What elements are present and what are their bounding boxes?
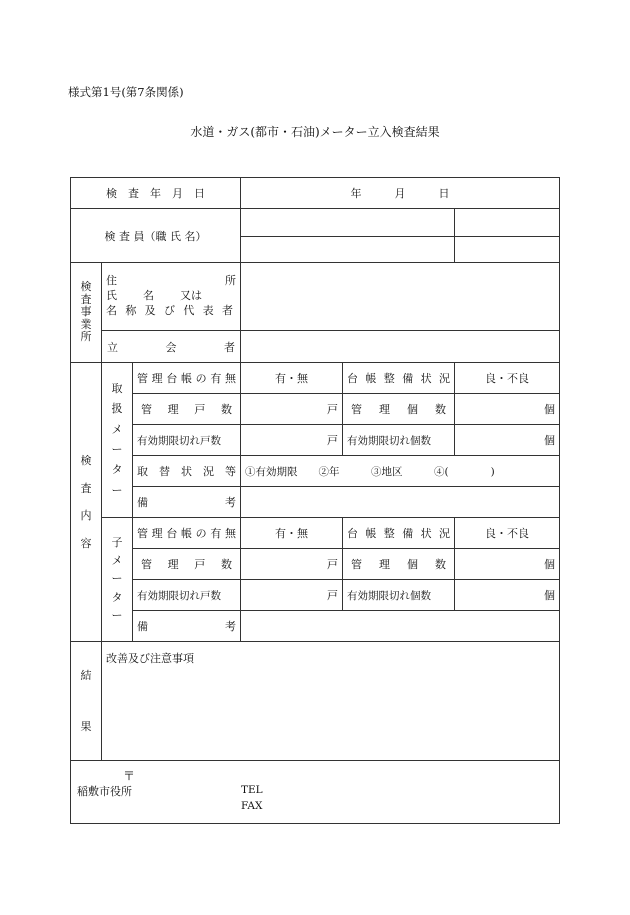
sub-meter-label (102, 518, 133, 642)
name-label-part: 名 (143, 289, 154, 303)
name-label-part: 又は (180, 289, 202, 303)
footer-cell (71, 761, 560, 824)
contents-label-char: 容 (80, 536, 92, 550)
sub-households-field[interactable]: 戸 (241, 549, 343, 580)
inspection-date-field[interactable]: 年 月 日 (241, 178, 560, 209)
handled-ledger-status-label: 台帳整備状況 (343, 363, 455, 394)
handled-meter-char: ー (111, 483, 123, 497)
result-notes-field[interactable] (102, 642, 560, 761)
witness-field[interactable] (241, 331, 560, 363)
sub-units-field[interactable]: 個 (455, 549, 560, 580)
contents-label-char: 査 (80, 481, 92, 495)
contents-label-char: 内 (80, 509, 92, 522)
result-section-label (71, 642, 102, 761)
handled-replacement-field[interactable]: ①有効期限 ②年 ③地区 ④( ) (241, 456, 560, 487)
office-address-name-label (102, 263, 241, 331)
office-label-char: 業 (80, 317, 92, 331)
handled-ledger-label: 管理台帳の有無 (133, 363, 241, 394)
sub-ledger-status-value[interactable]: 良・不良 (455, 518, 560, 549)
name-label-row-1 (106, 289, 236, 304)
inspector-label: 検 査 員（職 氏 名） (71, 209, 241, 263)
handled-meter-char: 取 (111, 381, 123, 395)
handled-expired-units-field[interactable]: 個 (455, 425, 560, 456)
address-label-left: 住 (106, 274, 117, 288)
handled-ledger-value[interactable]: 有・無 (241, 363, 343, 394)
form-title: 水道・ガス(都市・石油)メーター立入検査結果 (190, 125, 440, 139)
sub-ledger-value[interactable]: 有・無 (241, 518, 343, 549)
handled-meter-char: 扱 (111, 402, 123, 416)
postal-mark: 〒 (123, 769, 136, 783)
tel-label: TEL (241, 784, 263, 796)
contents-section-label (71, 363, 102, 642)
handled-meter-char: メ (111, 422, 123, 436)
inspection-form-table (70, 177, 560, 824)
office-label-char: 所 (80, 330, 92, 344)
office-section-label (71, 263, 102, 363)
sub-households-label: 管理戸数 (133, 549, 241, 580)
sub-meter-char: 子 (111, 536, 123, 550)
handled-remarks-label: 備 考 (133, 487, 241, 518)
handled-units-field[interactable]: 個 (455, 394, 560, 425)
handled-replacement-label: 取替状況等 (133, 456, 241, 487)
handled-households-field[interactable]: 戸 (241, 394, 343, 425)
office-label-char: 査 (80, 292, 92, 306)
fax-label: FAX (241, 800, 263, 812)
inspection-date-label: 検 査 年 月 日 (71, 178, 241, 209)
sub-ledger-status-label: 台帳整備状況 (343, 518, 455, 549)
sub-expired-units-label: 有効期限切れ個数 (343, 580, 455, 611)
result-notes-label: 改善及び注意事項 (106, 652, 194, 665)
office-label-char: 事 (80, 305, 92, 319)
sub-expired-units-field[interactable]: 個 (455, 580, 560, 611)
contents-label-char: 検 (80, 454, 92, 467)
name-label-part: 氏 (106, 289, 117, 303)
handled-meter-char: タ (111, 463, 123, 477)
representative-label: 名称及び代表者 (106, 303, 236, 317)
sub-expired-households-field[interactable]: 戸 (241, 580, 343, 611)
office-label-char: 検 (80, 279, 92, 293)
sub-expired-households-label: 有効期限切れ戸数 (133, 580, 241, 611)
handled-households-label: 管理戸数 (133, 394, 241, 425)
result-label-char: 結 (80, 669, 92, 682)
sub-meter-char: タ (111, 590, 123, 604)
office-address-name-field[interactable] (241, 263, 560, 331)
witness-label: 立 会 者 (102, 331, 241, 363)
handled-meter-char: ー (111, 443, 123, 456)
form-number: 様式第1号(第7条関係) (68, 85, 184, 99)
sub-remarks-label: 備 考 (133, 611, 241, 642)
inspector-name-field-1[interactable] (455, 209, 560, 237)
office-name: 稲敷市役所 (77, 785, 132, 798)
sub-remarks-field[interactable] (241, 611, 560, 642)
handled-expired-households-label: 有効期限切れ戸数 (133, 425, 241, 456)
result-label-char: 果 (80, 720, 92, 733)
sub-meter-char: ー (111, 572, 123, 586)
handled-remarks-field[interactable] (241, 487, 560, 518)
sub-meter-char: ー (111, 608, 123, 622)
sub-ledger-label: 管理台帳の有無 (133, 518, 241, 549)
inspector-title-field-1[interactable] (241, 209, 455, 237)
address-label-row (106, 274, 236, 289)
address-label-right: 所 (225, 274, 236, 288)
handled-expired-households-field[interactable]: 戸 (241, 425, 343, 456)
sub-units-label: 管理個数 (343, 549, 455, 580)
inspector-title-field-2[interactable] (241, 237, 455, 263)
handled-meter-label (102, 363, 133, 518)
handled-ledger-status-value[interactable]: 良・不良 (455, 363, 560, 394)
sub-meter-char: メ (111, 554, 123, 568)
handled-units-label: 管理個数 (343, 394, 455, 425)
inspector-name-field-2[interactable] (455, 237, 560, 263)
handled-expired-units-label: 有効期限切れ個数 (343, 425, 455, 456)
